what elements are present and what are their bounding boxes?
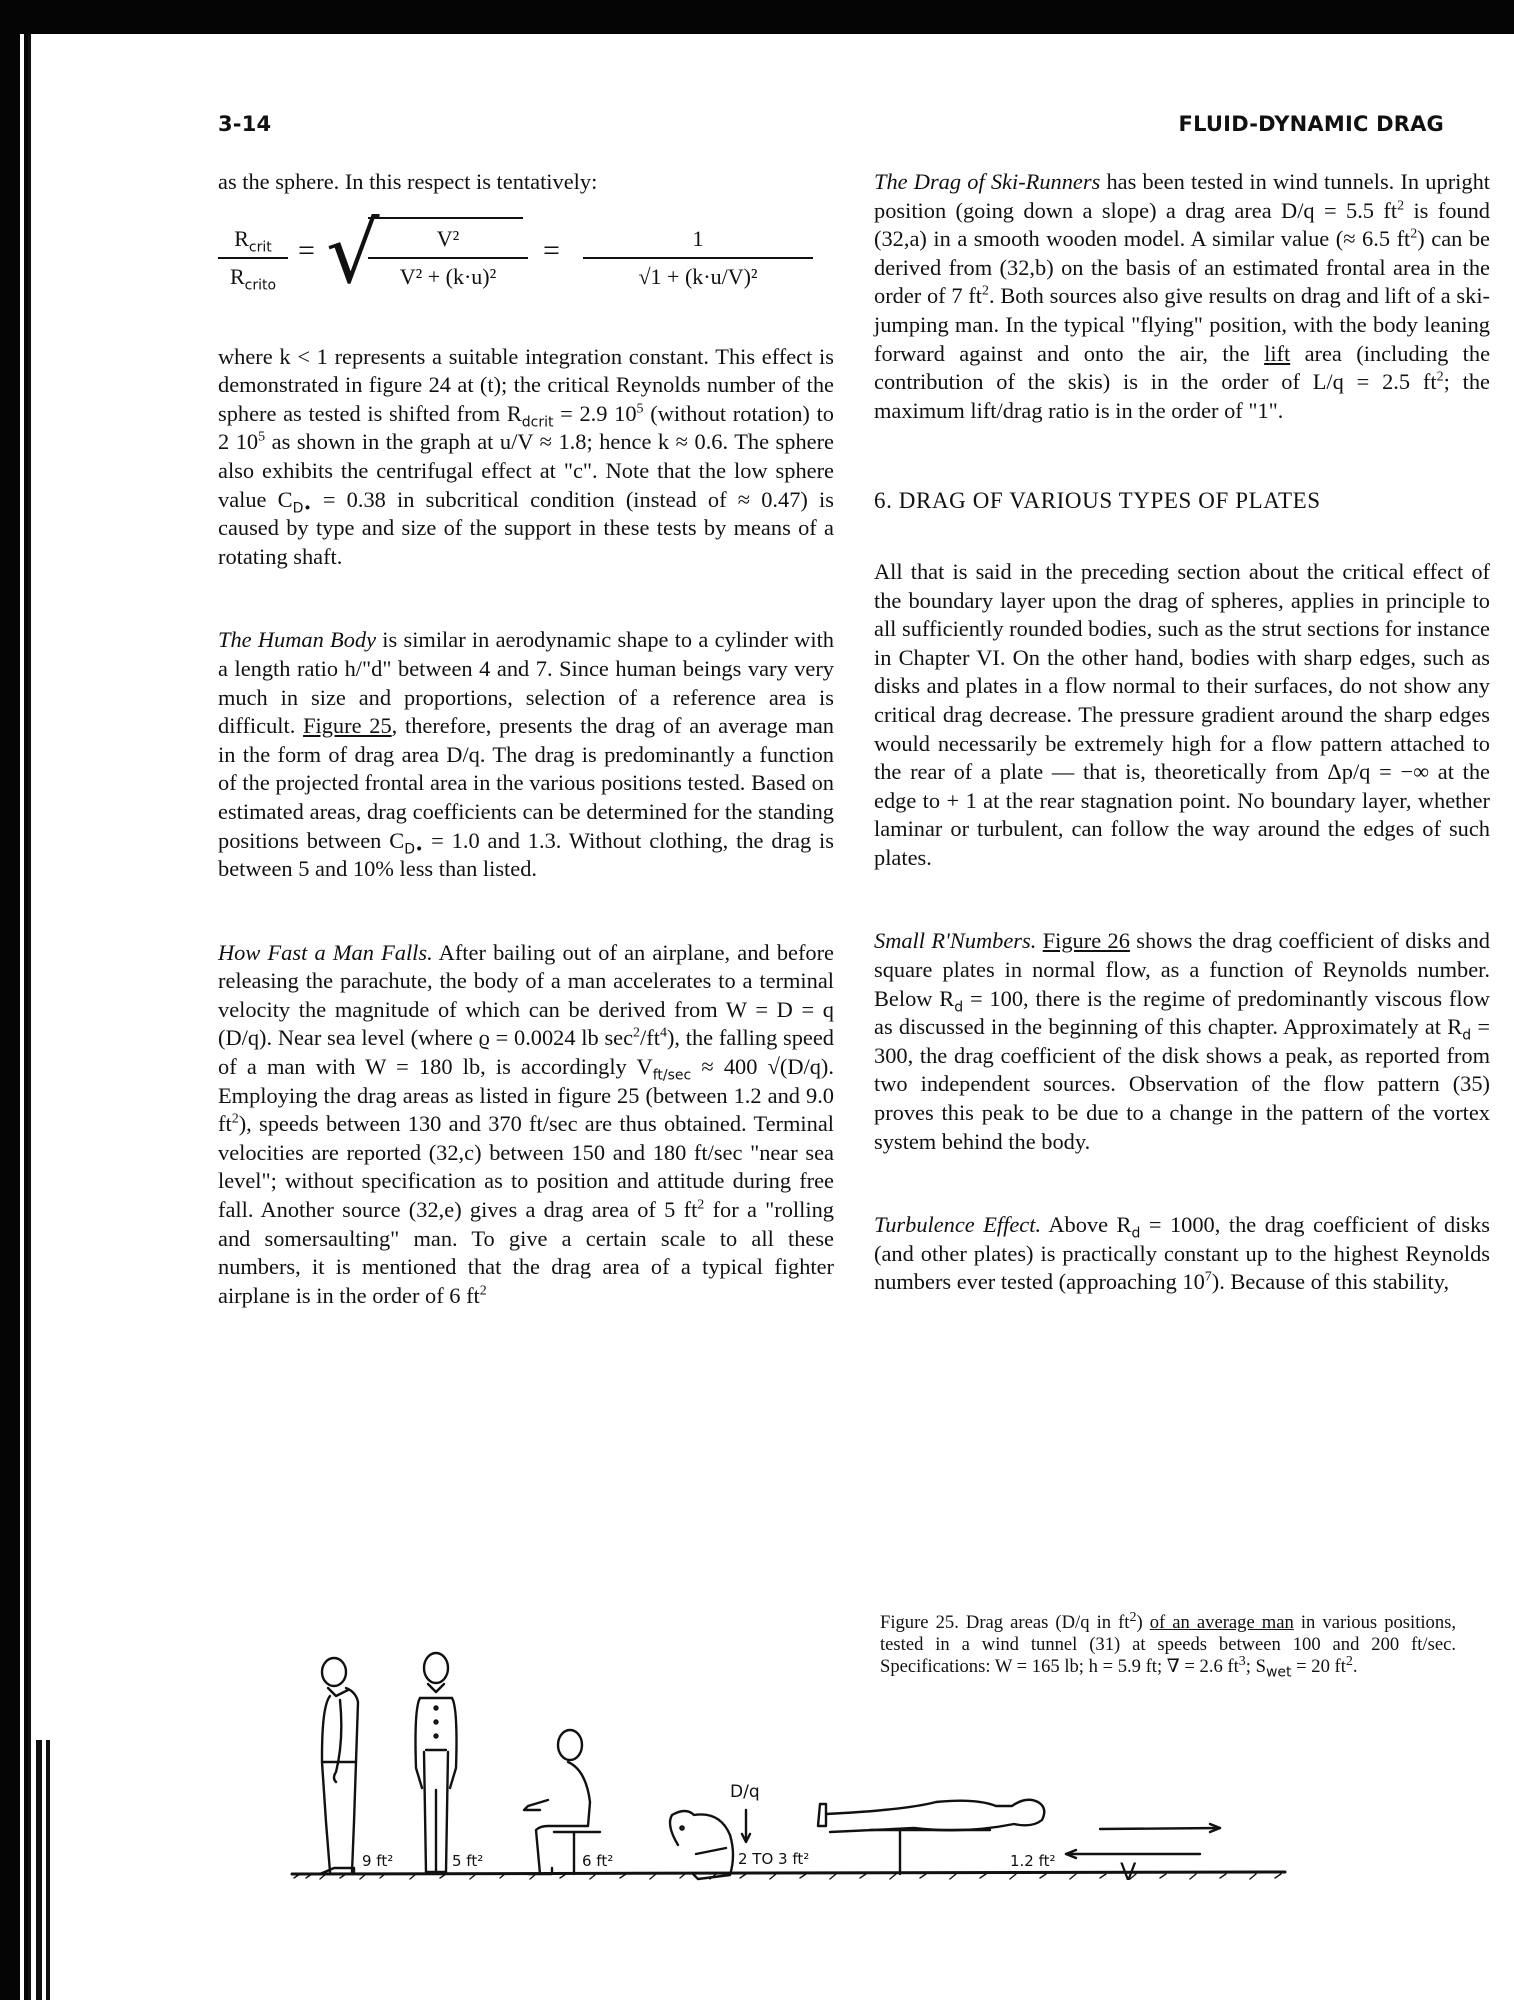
equals-sign: = bbox=[298, 233, 315, 267]
turbulence-paragraph: Turbulence Effect. Above $R_d = 1000$, the drag coefficient of disks (and other plates) is practically constant up to the highest Reynolds numbers ever tested (approaching $10^7$). Because of this stability, bbox=[874, 1212, 1490, 1295]
scan-top-border bbox=[0, 0, 1514, 34]
equals-sign: = bbox=[543, 233, 560, 267]
sqrt-icon: √ bbox=[326, 203, 380, 302]
crouching-figure bbox=[670, 1811, 733, 1879]
figure-25-link[interactable]: Figure 25 bbox=[303, 713, 392, 739]
ski-runners-paragraph: The Drag of Ski-Runners has been tested in wind tunnels. In upright position (going down a slope) a drag area D/q = 5.5 $ft^2$ is found (32,a) in a smooth wooden model. A similar value (≈ 6.5 $ft^2$) can be derived from (32,b) on the basis of an estimated frontal area in the order of 7 $ft^2$. Both sources also give results on drag and lift of a ski-jumping man. In the typical "flying" position, with the body leaning forward against and onto the air, the lift area (including the contribution of the skis) is in the order of L/q = 2.5 $ft^2$; the maximum lift/drag ratio is in the order of "1". bbox=[874, 169, 1491, 423]
paragraph-title: The Drag of Ski-Runners bbox=[874, 169, 1101, 194]
binding-line bbox=[36, 1740, 42, 2000]
figure-caption: Figure 25. Drag areas (D/q in $ft^2$) of an average man in various positions, tested in a wind tunnel (31) at speeds between 100 and 200 ft/sec. Specifications: W = 165 lb; h = 5.9 ft; ∇ = 2.6 $ft^3$; $S_{wet} = 20$ $ft^2$. bbox=[880, 1609, 1457, 1681]
sphere-rotation-paragraph: where k < 1 represents a suitable integration constant. This effect is demonstrated in figure 24 at (t); the critical Reynolds number of the sphere as tested is shifted from $R_{dcrit} = 2.9$ $10^5$ (without rotation) to 2 $10^5$ as shown in the graph at u/V ≈ 1.8; hence k ≈ 0.6. The sphere also exhibits the centrifugal effect at "c". Note that the low sphere value $C_{D•} = 0.38$ in subcritical condition (instead of ≈ 0.47) is caused by type and size of the support in these tests by means of a rotating shaft. bbox=[218, 343, 834, 569]
drag-area-label-crouching: 2 TO 3 ft² bbox=[738, 1850, 810, 1868]
figure-drawing bbox=[280, 1640, 1340, 1940]
intro-text: as the sphere. In this respect is tentatively: bbox=[218, 169, 598, 194]
velocity-label: V bbox=[1120, 1858, 1137, 1886]
running-title: FLUID-DYNAMIC DRAG bbox=[1178, 112, 1444, 136]
plates-paragraph: All that is said in the preceding section about the critical effect of the boundary layer upon the drag of spheres, applies in principle to all sufficiently rounded bodies, such as the strut sections for instance in Chapter VI. On the other hand, bodies with sharp edges, such as disks and plates in a flow normal to their surfaces, do not show any critical drag decrease. The pressure gradient around the sharp edges would necessarily be extremely high for a flow pattern attached to the rear of a plate — that is, theoretically from Δp/q = −∞ at the edge to + 1 at the rear stagnation point. No boundary layer, whether laminar or turbulent, can follow the way around the edges of such plates. bbox=[874, 558, 1490, 870]
formula-lhs: $R_{crit}$ $R_{crito}$ bbox=[218, 225, 288, 292]
paragraph-title: Turbulence Effect. bbox=[874, 1212, 1042, 1238]
flow-arrow-right bbox=[1100, 1828, 1220, 1829]
paragraph-title: The Human Body bbox=[218, 627, 377, 653]
standing-front-figure bbox=[416, 1653, 457, 1872]
falling-man-paragraph: How Fast a Man Falls. After bailing out of an airplane, and before releasing the parachute, the body of a man accelerates to a terminal velocity the magnitude of which can be derived from W = D = q (D/q). Near sea level (where ϱ = 0.0024 lb $\sec^2/ft^4$), the falling speed of a man with W = 180 lb, is accordingly $V_{ft/sec} \approx 400$ √(D/q). Employing the drag areas as listed in figure 25 (between 1.2 and 9.0 $ft^2$), speeds between 130 and 370 ft/sec are thus obtained. Terminal velocities are reported (32,c) between 150 and 180 ft/sec "near sea level"; without specification as to position and attitude during free fall. Another source (32,e) gives a drag area of 5 $ft^2$ for a "rolling and somersaulting" man. To give a certain scale to all these numbers, it is mentioned that the drag area of a typical fighter airplane is in the order of 6 $ft^2$ bbox=[218, 939, 834, 1308]
human-body-paragraph: The Human Body is similar in aerodynamic shape to a cylinder with a length ratio h/"d" between 4 and 7. Since human beings vary very much in size and proportions, selection of a reference area is difficult. Figure 25, therefore, presents the drag of an average man in the form of drag area D/q. The drag is predominantly a function of the projected frontal area in the various positions tested. Based on estimated areas, drag coefficients can be determined for the standing positions between $C_{D•} = 1.0$ and 1.3. Without clothing, the drag is between 5 and 10% less than listed. bbox=[218, 627, 834, 882]
drag-area-label-standing-side: 9 ft² bbox=[362, 1852, 394, 1870]
right-column bbox=[874, 168, 1490, 1297]
figure-25-illustration bbox=[280, 1640, 1340, 1940]
formula-middle: $\frac{\text{V²}}{\text{V² + (k·u)²}}$ bbox=[368, 225, 528, 292]
section-heading: 6. DRAG OF VARIOUS TYPES OF PLATES bbox=[874, 488, 1321, 514]
drag-area-label-standing-front: 5 ft² bbox=[452, 1852, 484, 1870]
drag-area-symbol: D/q bbox=[730, 1782, 760, 1802]
drag-area-label-lying: 1.2 ft² bbox=[1010, 1852, 1056, 1870]
page-number: 3-14 bbox=[218, 112, 272, 136]
binding-stripe bbox=[31, 34, 35, 2000]
paragraph-title: Small R'Numbers. bbox=[874, 928, 1037, 954]
binding-line bbox=[46, 1740, 50, 2000]
formula-rhs: $\frac{1}{\text{√1 + (k·u/V)²}}$ bbox=[583, 225, 813, 292]
sqrt-bar bbox=[368, 217, 523, 219]
small-reynolds-paragraph: Small R'Numbers. Figure 26 shows the drag coefficient of disks and square plates in normal flow, as a function of Reynolds number. Below $R_d = 100$, there is the regime of predominantly viscous flow as discussed in the beginning of this chapter. Approximately at $R_d = 300$, the drag coefficient of the disk shows a peak, as reported from two independent sources. Observation of the flow pattern (35) proves this peak to be due to a change in the pattern of the vortex system behind the body. bbox=[874, 928, 1490, 1154]
left-column bbox=[218, 168, 834, 1310]
paragraph-title: How Fast a Man Falls. bbox=[218, 939, 433, 965]
standing-side-figure bbox=[320, 1658, 358, 1874]
critical-reynolds-formula bbox=[218, 203, 834, 343]
drag-area-label-sitting: 6 ft² bbox=[582, 1852, 614, 1870]
figure-26-link[interactable]: Figure 26 bbox=[1042, 928, 1130, 954]
binding-stripe bbox=[20, 34, 24, 2000]
